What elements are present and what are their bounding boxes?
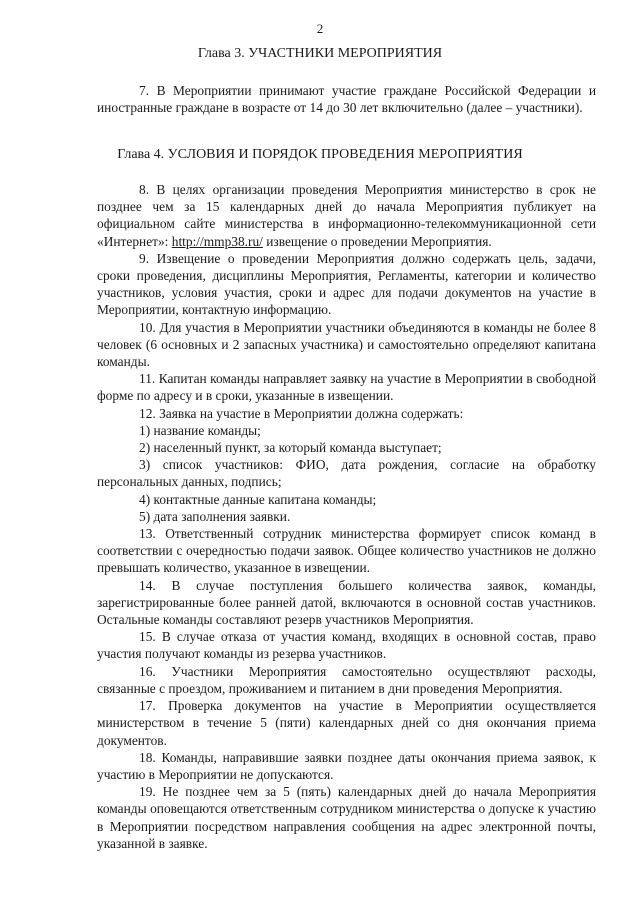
list-item: 5) дата заполнения заявки. <box>139 508 291 524</box>
paragraph-10: 10. Для участия в Мероприятии участники объединяются в команды не более 8 человек (6 основных и 2 запасных участника) и самостоятельно определяют капитана команды. <box>97 319 596 370</box>
paragraph-17: 17. Проверка документов на участие в Мероприятии осуществляется министерством в течение 5 (пяти) календарных дней со дня окончания приема документов. <box>97 698 596 748</box>
paragraph-8-text-before: 8. В целях организации проведения Мероприятия министерство в срок не позднее чем за 15 календарных дней до начала Мероприятия публикует на официальном сайте министерства в информационно-телекоммуникационной сети «Интернет»: <box>97 182 596 249</box>
paragraph-9: 9. Извещение о проведении Мероприятия должно содержать цель, задачи, сроки проведения, дисциплины Мероприятия, Регламенты, категории и количество участников, условия участия, сроки и адрес для подачи документов на участие в Мероприятии, контактную информацию. <box>97 250 596 318</box>
list-item: 1) название команды; <box>139 422 261 438</box>
paragraph-8 <box>97 181 596 250</box>
paragraph-18: 18. Команды, направившие заявки позднее даты окончания приема заявок, к участию в Мероприятии не допускаются. <box>97 749 596 782</box>
list-item: 4) контактные данные капитана команды; <box>139 491 377 507</box>
paragraph-16: 16. Участники Мероприятия самостоятельно осуществляют расходы, связанные с проездом, проживанием и питанием в дни проведения Мероприятия. <box>97 663 596 696</box>
chapter-3-title: Глава 3. УЧАСТНИКИ МЕРОПРИЯТИЯ <box>197 46 443 61</box>
paragraph-19: 19. Не позднее чем за 5 (пять) календарных дней до начала Мероприятия команды оповещаются ответственным сотрудником министерства о допуске к участию в Мероприятии посредством направления сообщения на адрес электронной почты, указанной в заявке. <box>97 784 596 851</box>
paragraph-15: 15. В случае отказа от участия команд, входящих в основной состав, право участия получают команды из резерва участников. <box>97 629 596 662</box>
paragraph-7: 7. В Мероприятии принимают участие граждане Российской Федерации и иностранные граждане в возрасте от 14 до 30 лет включительно (далее – участники). <box>97 83 596 116</box>
application-contents-list <box>97 422 596 525</box>
page-number: 2 <box>316 21 324 36</box>
paragraph-12: 12. Заявка на участие в Мероприятии должна содержать: <box>139 405 464 421</box>
paragraph-14: 14. В случае поступления большего количества заявок, команды, зарегистрированные более ранней датой, включаются в основной состав участников. Остальные команды составляют резерв участников Мероприятия. <box>97 577 596 628</box>
paragraph-11: 11. Капитан команды направляет заявку на участие в Мероприятии в свободной форме по адресу и в сроки, указанные в извещении. <box>97 371 596 404</box>
list-item: 3) список участников: ФИО, дата рождения, согласие на обработку персональных данных, подпись; <box>97 457 596 490</box>
chapter-4-body <box>97 181 596 852</box>
website-link[interactable]: http://mmp38.ru/ <box>171 233 263 249</box>
list-item: 2) населенный пункт, за который команда выступает; <box>139 440 442 456</box>
chapter-3-body <box>97 82 596 116</box>
paragraph-13: 13. Ответственный сотрудник министерства формирует список команд в соответствии с очередностью подачи заявок. Общее количество участников не должно превышать количество, указанное в извещении. <box>97 526 596 576</box>
chapter-4-title: Глава 4. УСЛОВИЯ И ПОРЯДОК ПРОВЕДЕНИЯ МЕРОПРИЯТИЯ <box>117 147 523 162</box>
paragraph-8-text-after: извещение о проведении Мероприятия. <box>262 233 492 249</box>
